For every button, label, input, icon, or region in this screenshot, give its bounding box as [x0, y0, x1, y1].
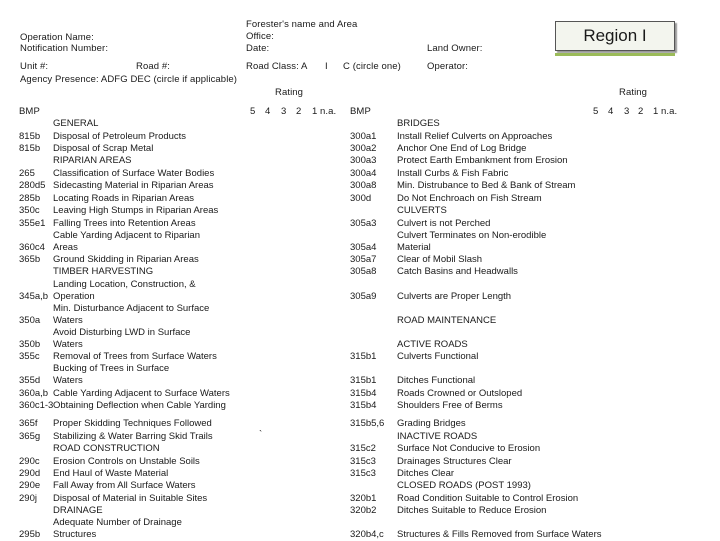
left-scale-3: 2 — [296, 106, 302, 117]
rating-heading-right: Rating — [619, 87, 648, 98]
bmp-description: Sidecasting Material in Riparian Areas — [53, 180, 214, 191]
bmp-code: 305a3 — [350, 218, 377, 229]
region-badge — [555, 21, 675, 51]
bmp-description: Disposal of Petroleum Products — [53, 131, 187, 142]
bmp-description: CULVERTS — [397, 205, 447, 216]
bmp-description: Install Relief Culverts on Approaches — [397, 131, 553, 142]
bmp-description: TIMBER HARVESTING — [53, 266, 154, 277]
bmp-code: 315c3 — [350, 456, 376, 467]
bmp-description: Min. Distrubance to Bed & Bank of Stream — [397, 180, 576, 191]
land-owner-label: Land Owner: — [427, 43, 483, 54]
bmp-description: Protect Earth Embankment from Erosion — [397, 155, 568, 166]
bmp-code: 350a — [19, 315, 41, 326]
bmp-code: 290j — [19, 493, 37, 504]
agency-presence-label: Agency Presence: ADFG DEC (circle if applicable) — [20, 74, 238, 85]
bmp-description: Stabilizing & Water Barring Skid Trails — [53, 431, 213, 442]
bmp-code: 315b1 — [350, 351, 377, 362]
road-label: Road #: — [136, 61, 170, 72]
bmp-code: 305a8 — [350, 266, 377, 277]
region-underline — [555, 53, 675, 56]
bmp-description: Locating Roads in Riparian Areas — [53, 193, 195, 204]
bmp-code: 815b — [19, 143, 41, 154]
bmp-code: 320b1 — [350, 493, 377, 504]
bmp-description: Ground Skidding in Riparian Areas — [53, 254, 199, 265]
bmp-code: 315b4 — [350, 388, 377, 399]
bmp-code: 355c — [19, 351, 40, 362]
bmp-description: Culverts are Proper Length — [397, 291, 512, 302]
left-scale-2: 3 — [281, 106, 287, 117]
bmp-description: Fall Away from All Surface Waters — [53, 480, 196, 491]
bmp-description: Roads Crowned or Outsloped — [397, 388, 523, 399]
bmp-description: Road Condition Suitable to Control Erosion — [397, 493, 579, 504]
bmp-code: 350b — [19, 339, 41, 350]
bmp-description: Grading Bridges — [397, 418, 466, 429]
bmp-description: Shoulders Free of Berms — [397, 400, 503, 411]
bmp-heading-left: BMP — [19, 106, 40, 117]
bmp-description: Falling Trees into Retention Areas — [53, 218, 196, 229]
bmp-description: Material — [397, 242, 431, 253]
bmp-code: 365g — [19, 431, 41, 442]
bmp-description: Waters — [53, 375, 83, 386]
right-scale-1: 4 — [608, 106, 614, 117]
bmp-description: ROAD MAINTENANCE — [397, 315, 497, 326]
bmp-description: GENERAL — [53, 118, 99, 129]
bmp-description: Waters — [53, 315, 83, 326]
bmp-description: Structures — [53, 529, 97, 540]
bmp-description: Avoid Disturbing LWD in Surface — [53, 327, 191, 338]
bmp-description: Disposal of Material in Suitable Sites — [53, 493, 208, 504]
bmp-code: 315c2 — [350, 443, 376, 454]
bmp-description: Drainages Structures Clear — [397, 456, 512, 467]
bmp-description: Areas — [53, 242, 78, 253]
right-scale-2: 3 — [624, 106, 630, 117]
bmp-code: 265 — [19, 168, 35, 179]
bmp-description: ACTIVE ROADS — [397, 339, 468, 350]
bmp-code: 300a2 — [350, 143, 377, 154]
bmp-code: 305a7 — [350, 254, 377, 265]
bmp-code: 290e — [19, 480, 41, 491]
bmp-code: 360c4 — [19, 242, 45, 253]
office-label: Office: — [246, 31, 274, 42]
region-label: Region I — [583, 26, 647, 45]
bmp-code: 315b4 — [350, 400, 377, 411]
bmp-description: BRIDGES — [397, 118, 440, 129]
bmp-code: 350c — [19, 205, 40, 216]
right-scale-3: 2 — [638, 106, 644, 117]
bmp-description: Surface Not Conducive to Erosion — [397, 443, 541, 454]
unit-label: Unit #: — [20, 61, 49, 72]
bmp-description: Min. Disturbance Adjacent to Surface — [53, 303, 210, 314]
bmp-description: Clear of Mobil Slash — [397, 254, 483, 265]
bmp-description: Install Curbs & Fish Fabric — [397, 168, 509, 179]
bmp-code: 320b2 — [350, 505, 377, 516]
bmp-code: 290d — [19, 468, 41, 479]
bmp-description: Adequate Number of Drainage — [53, 517, 182, 528]
bmp-heading-right: BMP — [350, 106, 371, 117]
bmp-code: 360a,b — [19, 388, 49, 399]
right-scale-4: 1 — [653, 106, 659, 117]
bmp-description: RIPARIAN AREAS — [53, 155, 132, 166]
bmp-code: 355e1 — [19, 218, 46, 229]
road-class-label: Road Class: A — [246, 61, 308, 72]
bmp-description: Bucking of Trees in Surface — [53, 363, 170, 374]
date-label: Date: — [246, 43, 270, 54]
bmp-description: Disposal of Scrap Metal — [53, 143, 154, 154]
bmp-description: Ditches Suitable to Reduce Erosion — [397, 505, 547, 516]
bmp-code: 290c — [19, 456, 40, 467]
bmp-description: Waters — [53, 339, 83, 350]
bmp-description: Culverts Functional — [397, 351, 479, 362]
notification-number-label: Notification Number: — [20, 43, 109, 54]
bmp-description: Cable Yarding Adjacent to Surface Waters — [53, 388, 230, 399]
bmp-code: 360c1-3 — [19, 400, 54, 411]
bmp-description: Anchor One End of Log Bridge — [397, 143, 527, 154]
bmp-code: 300a3 — [350, 155, 377, 166]
road-class-option-c: C (circle one) — [343, 61, 401, 72]
bmp-code: 315c3 — [350, 468, 376, 479]
right-scale-0: 5 — [593, 106, 599, 117]
forester-name-label: Forester's name and Area — [246, 19, 358, 30]
bmp-description: Catch Basins and Headwalls — [397, 266, 518, 277]
bmp-code: 315b5,6 — [350, 418, 385, 429]
bmp-description: Classification of Surface Water Bodies — [53, 168, 215, 179]
bmp-description: Removal of Trees from Surface Waters — [53, 351, 217, 362]
bmp-description: End Haul of Waste Material — [53, 468, 169, 479]
bmp-code: 365f — [19, 418, 38, 429]
bmp-code: 300d — [350, 193, 372, 204]
bmp-code: 305a4 — [350, 242, 377, 253]
stray-tick-mark: ` — [259, 429, 263, 440]
bmp-code: 305a9 — [350, 291, 377, 302]
bmp-description: Landing Location, Construction, & — [53, 279, 196, 290]
bmp-description: CLOSED ROADS (POST 1993) — [397, 480, 531, 491]
bmp-description: Do Not Enchroach on Fish Stream — [397, 193, 542, 204]
bmp-description: Ditches Functional — [397, 375, 476, 386]
bmp-description: Cable Yarding Adjacent to Riparian — [53, 230, 200, 241]
bmp-code: 815b — [19, 131, 41, 142]
bmp-code: 300a1 — [350, 131, 377, 142]
left-scale-5: n.a. — [320, 106, 337, 117]
bmp-code: 295b — [19, 529, 41, 540]
bmp-description: DRAINAGE — [53, 505, 103, 516]
bmp-description: Operation — [53, 291, 95, 302]
bmp-code: 300a4 — [350, 168, 377, 179]
bmp-description: Ditches Clear — [397, 468, 455, 479]
bmp-description: ROAD CONSTRUCTION — [53, 443, 160, 454]
bmp-code: 280d5 — [19, 180, 46, 191]
bmp-code: 320b4,c — [350, 529, 384, 540]
operation-name-label: Operation Name: — [20, 32, 94, 43]
left-scale-0: 5 — [250, 106, 256, 117]
bmp-description: Structures & Fills Removed from Surface Waters — [397, 529, 602, 540]
bmp-description: Culvert Terminates on Non-erodible — [397, 230, 547, 241]
bmp-description: Obtaining Deflection when Cable Yarding — [53, 400, 226, 411]
bmp-code: 355d — [19, 375, 41, 386]
operator-label: Operator: — [427, 61, 469, 72]
bmp-code: 365b — [19, 254, 41, 265]
bmp-code: 315b1 — [350, 375, 377, 386]
bmp-description: Leaving High Stumps in Riparian Areas — [53, 205, 219, 216]
bmp-description: Erosion Controls on Unstable Soils — [53, 456, 200, 467]
bmp-description: INACTIVE ROADS — [397, 431, 478, 442]
bmp-description: Culvert is not Perched — [397, 218, 491, 229]
right-scale-5: n.a. — [661, 106, 678, 117]
bmp-code: 300a8 — [350, 180, 377, 191]
bmp-code: 285b — [19, 193, 41, 204]
left-scale-1: 4 — [265, 106, 271, 117]
left-scale-4: 1 — [312, 106, 318, 117]
road-class-option-i: I — [325, 61, 328, 72]
rating-heading-left: Rating — [275, 87, 304, 98]
bmp-description: Proper Skidding Techniques Followed — [53, 418, 212, 429]
bmp-code: 345a,b — [19, 291, 49, 302]
